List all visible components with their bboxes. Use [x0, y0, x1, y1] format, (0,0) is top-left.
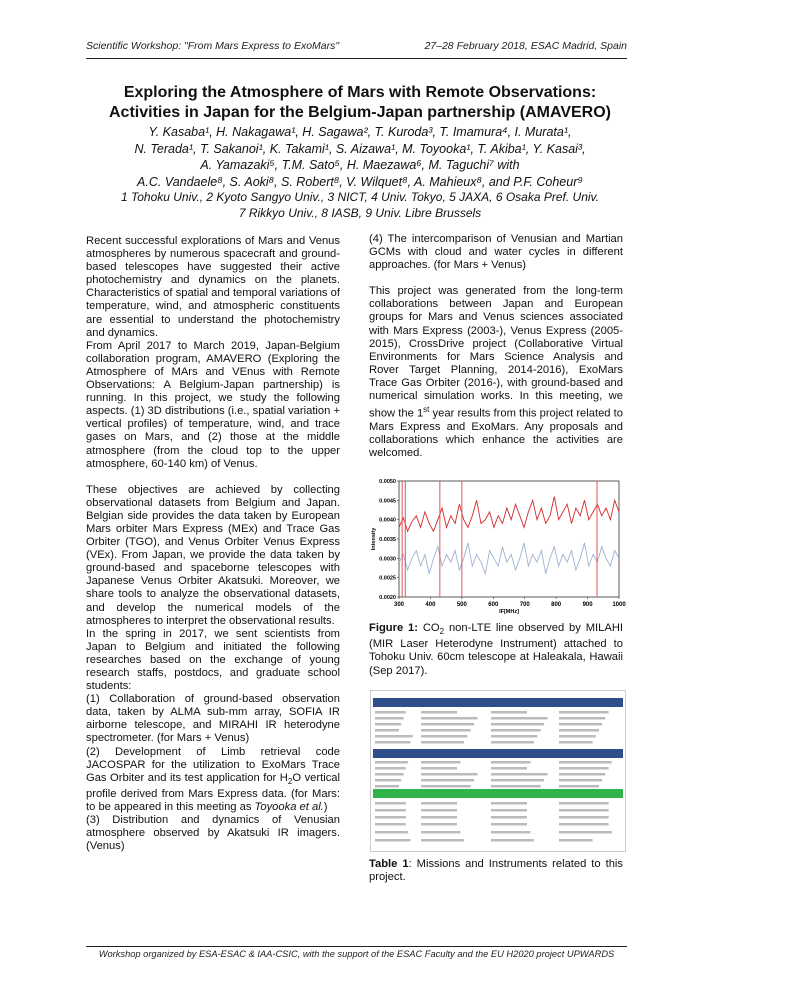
plot-frame [399, 481, 619, 597]
header-left: Scientific Workshop: "From Mars Express to ExoMars" [86, 40, 340, 52]
x-tick-label: 600 [488, 602, 499, 608]
y-tick-label: 0.0050 [379, 479, 396, 485]
x-tick-label: 1000 [612, 602, 626, 608]
x-tick-label: 400 [425, 602, 436, 608]
x-tick-label: 700 [519, 602, 530, 608]
header-rule [86, 58, 627, 59]
paper-title [80, 83, 640, 123]
x-tick-label: 900 [582, 602, 593, 608]
figure-1-chart [369, 475, 627, 615]
y-axis-label: Intensity [371, 527, 377, 551]
left-column [86, 235, 340, 854]
x-axis-label: IF[MHz] [499, 609, 519, 615]
title-line-1: Exploring the Atmosphere of Mars with Remote Observations: [123, 84, 597, 101]
header-right: 27–28 February 2018, ESAC Madrid, Spain [424, 40, 627, 52]
x-tick-label: 300 [393, 602, 405, 608]
figure-label: Figure 1: [369, 622, 418, 634]
paragraph: (2) Development of Limb retrieval code JACOSPAR for the utilization to ExoMars Trace Gas Orbiter and its test application for $H_2O$ vertical profile derived from Mars Express data. (for Mars: to be appeared in this meeting as Toyooka et al.) [86, 745, 341, 814]
paragraph: In the spring in 2017, we sent scientists from Japan to Belgium and initiated the following researches based on the exchange of young research staffs, postdocs, and graduate school students: [86, 627, 340, 693]
x-tick-label: 500 [456, 602, 467, 608]
author-line: Y. Kasaba¹, H. Nakagawa¹, H. Sagawa², T. Kuroda³, T. Imamura⁴, I. Murata¹, [148, 125, 572, 139]
table-1-image [370, 690, 626, 852]
y-tick-label: 0.0040 [379, 517, 396, 524]
paragraph: Recent successful explorations of Mars and Venus atmospheres by numerous spacecraft and ground-based telescopes have suggested their active photochemistry and dynamics on the planets. Characteristics of spatial and temporal variations of temperature, wind, and atmospheric constituents are essential to understand the photochemistry and dynamics. [86, 235, 340, 339]
paragraph: (3) Distribution and dynamics of Venusian atmosphere observed by Akatsuki IR imagers. (Venus) [86, 814, 340, 853]
y-tick-label: 0.0030 [379, 556, 396, 563]
paragraph: (4) The intercomparison of Venusian and Martian GCMs with cloud and water cycles in different approaches. (for Mars + Venus) [369, 233, 623, 272]
table-1-caption: Table 1: Missions and Instruments related to this project. [369, 858, 623, 884]
author-line: A.C. Vandaele⁸, S. Aoki⁸, S. Robert⁸, V. Wilquet⁸, A. Mahieux⁸, and P.F. Coheur⁹ [137, 174, 583, 189]
y-tick-label: 0.0020 [379, 595, 396, 601]
footer: Workshop organized by ESA-ESAC & IAA-CSIC, with the support of the ESAC Faculty and the EU H2020 project UPWARDS [98, 949, 615, 959]
running-header [86, 40, 627, 52]
affiliation-line: 7 Rikkyo Univ., 8 IASB, 9 Univ. Libre Brussels [238, 206, 482, 220]
paragraph: (1) Collaboration of ground-based observation data, taken by ALMA sub-mm array, SOFIA IR airborne telescope, and MIRAHI IR heterodyne spectrometer. (for Mars + Venus) [86, 693, 340, 745]
y-tick-label: 0.0045 [379, 498, 396, 505]
table-label: Table 1 [369, 858, 409, 870]
affiliations [80, 189, 640, 221]
y-tick-label: 0.0035 [379, 537, 396, 543]
footer-rule [86, 946, 627, 947]
right-column [369, 233, 623, 460]
paragraph: These objectives are achieved by collecting observational datasets from Belgium and Japan. Belgian side provides the data taken by European Mars orbiter Mars Express (MEx) and Trace Gas Orbiter (TGO), and Venus Orbiter Venus Express (VEx). From Japan, we provide the data taken by ground-based and spaceborne telescopes with Japanese Venus Orbiter Akatsuki. Moreover, we share tools to analyze the observational datasets, and develop the numerical models of the atmospheres to interpret the observational results. [86, 483, 340, 627]
author-line: A. Yamazaki⁵, T.M. Sato⁵, H. Maezawa⁶, M. Taguchi⁷ with [200, 158, 520, 172]
title-line-2: Activities in Japan for the Belgium-Japan partnership (AMAVERO) [109, 104, 611, 121]
y-tick-label: 0.0025 [379, 575, 396, 582]
author-line: N. Terada¹, T. Sakanoi¹, K. Takami¹, S. Aizawa¹, M. Toyooka¹, T. Akiba¹, Y. Kasai³, [134, 141, 586, 156]
affiliation-line: 1 Tohoku Univ., 2 Kyoto Sangyo Univ., 3 NICT, 4 Univ. Tokyo, 5 JAXA, 6 Osaka Pref. Univ. [120, 190, 599, 204]
paragraph: This project was generated from the long-term collaborations between Japan and European groups for Mars and Venus sciences associated with Mars Express (2003-), Venus Express (2005-2015), CrossDrive project (Collaborative Virtual Environments for Mars Science Analysis and Rover Target Planning, 2014-2016), ExoMars Trace Gas Orbiter (2016-), with ground-based and numerical simulation works. In this meeting, we show the 1st year results from this project related to Mars Express and ExoMars. Any proposals and collaborations which enhance the activities are welcomed. [369, 285, 623, 460]
paragraph: From April 2017 to March 2019, Japan-Belgium collaboration program, AMAVERO (Exploring the Atmosphere of MArs and VEnus with Remote Observations: A Belgium-Japan partnership) is running. In this project, we study the following aspects. (1) 3D distributions (i.e., spatial variation + vertical profiles) of temperature, wind, and trace gases on Mars, and (2) those at the middle atmosphere (from the cloud top to the upper atmosphere, 60-140 km) of Venus. [86, 339, 341, 470]
figure-1-caption: Figure 1: $CO_2$ non-LTE line observed by MILAHI (MIR Laser Heterodyne Instrument) attached to Tohoku Univ. 60cm telescope at Haleakala, Hawaii (Sep 2017). [369, 622, 624, 677]
x-tick-label: 800 [551, 602, 562, 608]
author-list [80, 124, 640, 190]
